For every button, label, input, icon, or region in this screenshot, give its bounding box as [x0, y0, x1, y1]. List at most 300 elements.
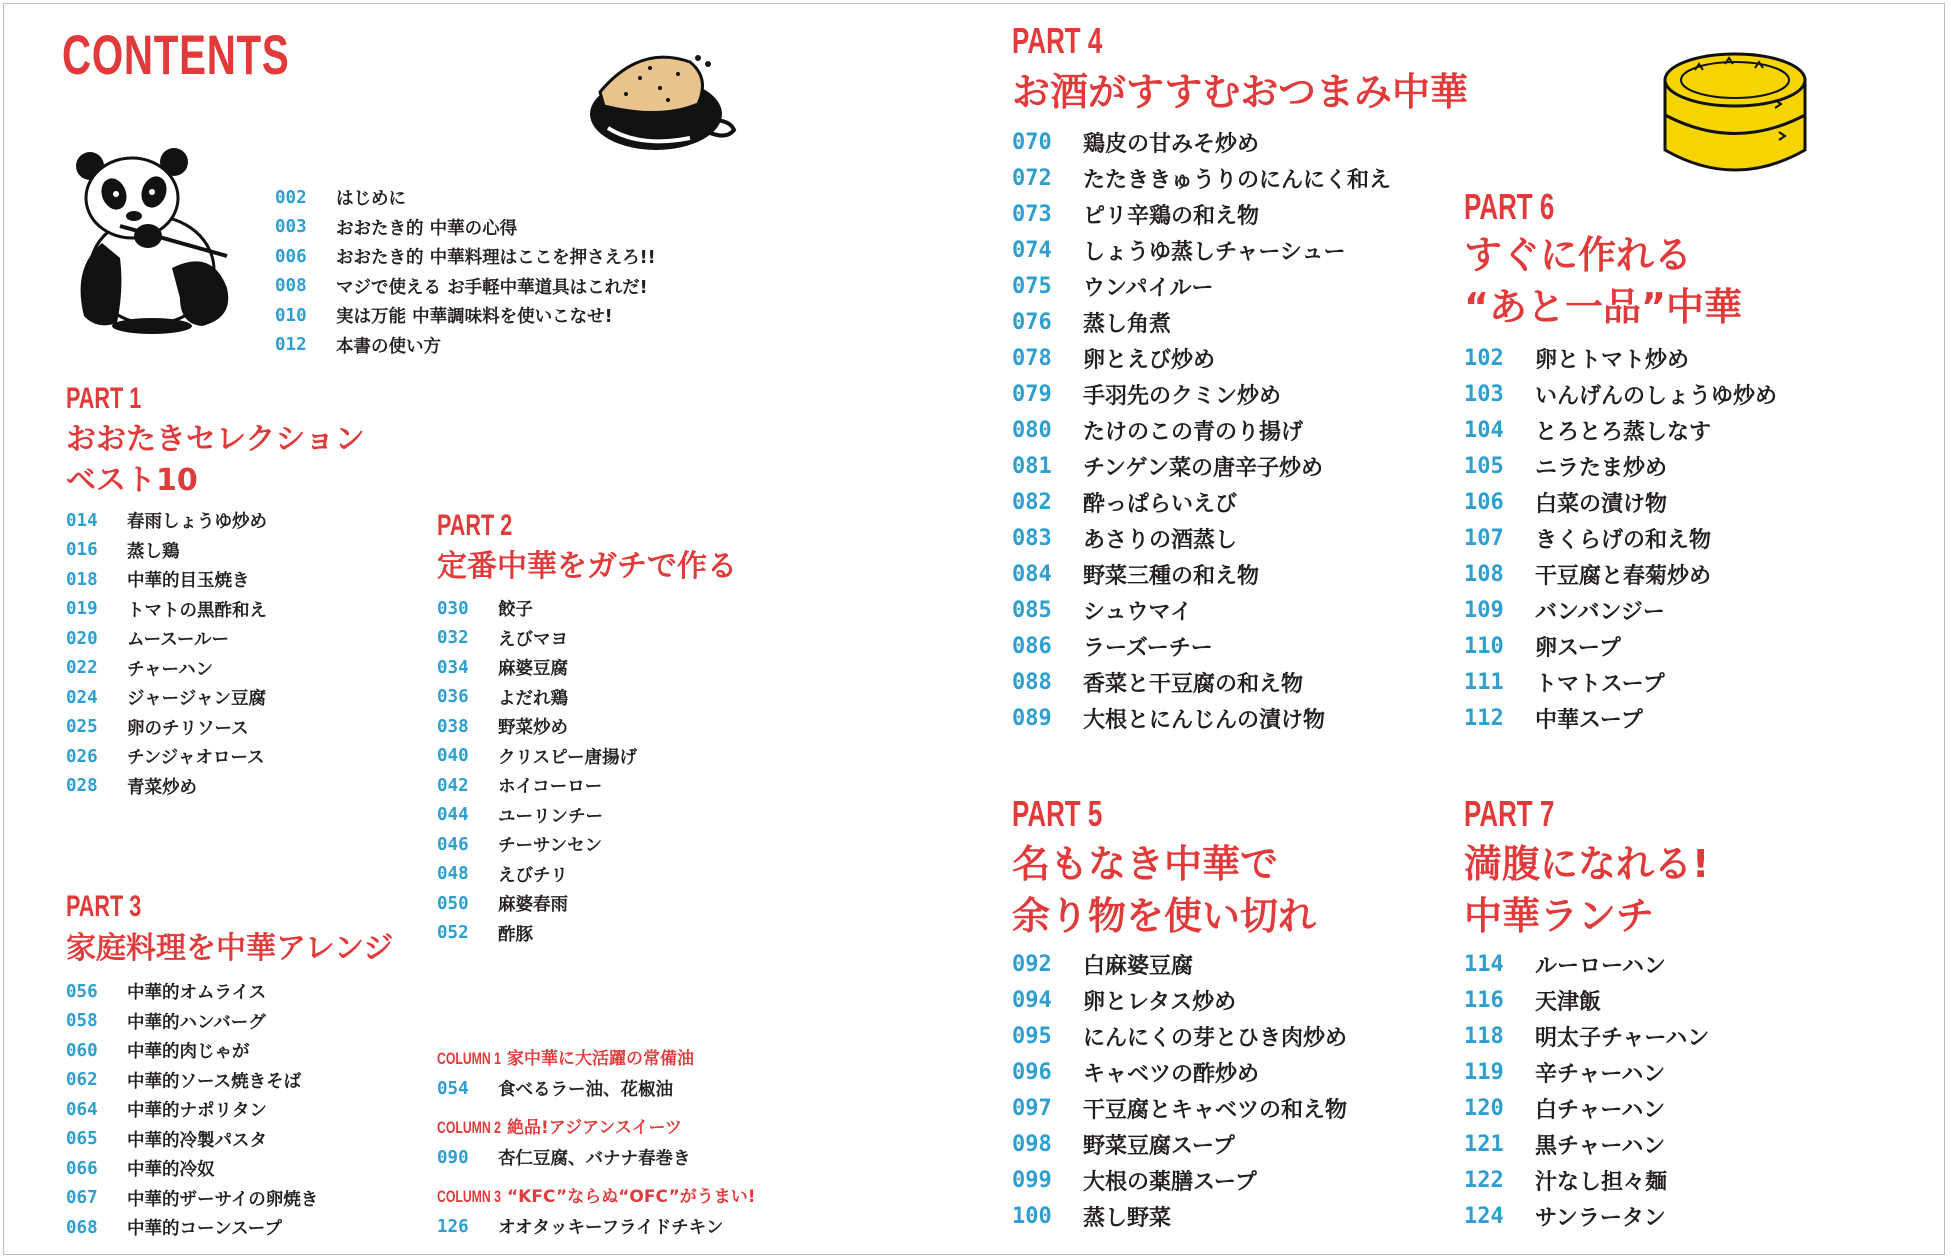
entry-title: おおたき的 中華の心得 [336, 218, 518, 239]
heading-line: 余り物を使い切れ [1012, 894, 1317, 938]
entry-title: 鶏皮の甘みそ炒め [1083, 131, 1260, 157]
list-item[interactable] [1464, 412, 1777, 448]
part7-label: PART 7 [1464, 793, 1555, 834]
page-number: 083 [1012, 525, 1052, 551]
page-number: 106 [1464, 489, 1504, 515]
list-item[interactable] [66, 595, 267, 625]
list-item[interactable] [1464, 484, 1777, 520]
page-number: 065 [66, 1129, 98, 1150]
page-number: 003 [275, 217, 307, 238]
column-2 [437, 1113, 691, 1173]
list-item[interactable] [1012, 628, 1391, 664]
list-item[interactable] [1012, 1198, 1347, 1234]
page-number: 014 [66, 510, 98, 531]
page-number: 022 [66, 658, 98, 679]
part4-list [1012, 124, 1391, 736]
entry-title: 中華的冷奴 [127, 1160, 215, 1181]
entry-title: 中華的ナポリタン [127, 1101, 267, 1122]
page-number: 086 [1012, 633, 1052, 659]
entry-title: たたききゅうりのにんにく和え [1083, 167, 1392, 193]
steamer-illustration [1655, 40, 1815, 180]
entry-title: 麻婆豆腐 [498, 659, 568, 680]
page-title: CONTENTS [62, 23, 290, 86]
entry-title: 餃子 [498, 600, 533, 621]
page-number: 008 [275, 276, 307, 297]
list-item[interactable] [1464, 1090, 1709, 1126]
list-item[interactable] [437, 624, 637, 654]
part2-heading [437, 546, 737, 587]
entry-title: トマトの黒酢和え [127, 600, 267, 621]
entry-title: 卵とレタス炒め [1083, 989, 1237, 1015]
page-number: 090 [437, 1147, 469, 1168]
entry-title: チンジャオロース [127, 748, 265, 769]
column-title: 家中華に大活躍の常備油 [507, 1049, 694, 1069]
page-number: 114 [1464, 951, 1504, 977]
entry-title: 汁なし担々麺 [1535, 1169, 1668, 1195]
column-heading [437, 1044, 694, 1074]
page-number: 052 [437, 923, 469, 944]
entry-title: よだれ鶏 [498, 688, 568, 709]
heading-line: 家庭料理を中華アレンジ [66, 931, 394, 966]
page-number: 126 [437, 1216, 469, 1237]
page-number: 064 [66, 1099, 98, 1120]
page-number: 025 [66, 717, 98, 738]
entry-title: 中華的オムライス [127, 983, 267, 1004]
entry-title: 干豆腐と春菊炒め [1535, 563, 1712, 589]
page-number: 098 [1012, 1131, 1052, 1157]
entry-title: たけのこの青のり揚げ [1083, 419, 1304, 445]
page-number: 002 [275, 187, 307, 208]
page-number: 111 [1464, 669, 1504, 695]
page-number: 060 [66, 1040, 98, 1061]
page-number: 104 [1464, 417, 1504, 443]
entry-title: 中華スープ [1535, 707, 1643, 733]
page-number: 103 [1464, 381, 1504, 407]
page-number: 124 [1464, 1203, 1504, 1229]
list-item[interactable] [1464, 340, 1777, 376]
list-item[interactable] [1012, 1018, 1347, 1054]
entry-title: 蒸し野菜 [1083, 1205, 1172, 1231]
entry-title: クリスピー唐揚げ [498, 747, 637, 768]
intro-list [275, 183, 656, 360]
entry-title: 中華的目玉焼き [127, 571, 250, 592]
part5-label: PART 5 [1012, 793, 1103, 834]
entry-title: 辛チャーハン [1535, 1061, 1666, 1087]
entry-title: チンゲン菜の唐辛子炒め [1083, 455, 1324, 481]
list-item[interactable] [66, 1154, 318, 1184]
list-item[interactable] [1464, 1018, 1709, 1054]
page-number: 109 [1464, 597, 1504, 623]
entry-title: 黒チャーハン [1535, 1133, 1666, 1159]
column-title: 絶品!アジアンスイーツ [507, 1118, 682, 1138]
entry-title: 手羽先のクミン炒め [1083, 383, 1282, 409]
page-number: 110 [1464, 633, 1504, 659]
page-number: 044 [437, 805, 469, 826]
entry-title: ニラたま炒め [1535, 455, 1668, 481]
page-number: 105 [1464, 453, 1504, 479]
part7-list [1464, 946, 1709, 1234]
list-item[interactable] [1012, 592, 1391, 628]
heading-line: ベスト10 [66, 463, 198, 498]
wok-illustration [580, 48, 740, 164]
entry-title: 卵のチリソース [127, 718, 249, 739]
part1-label: PART 1 [66, 382, 142, 415]
list-item[interactable] [1012, 124, 1391, 160]
list-item[interactable] [437, 742, 637, 772]
list-item[interactable] [275, 331, 656, 361]
column-label: COLUMN 1 [437, 1049, 501, 1068]
list-item[interactable] [1464, 448, 1777, 484]
column-label: COLUMN 2 [437, 1118, 501, 1137]
entry-title: 野菜豆腐スープ [1083, 1133, 1235, 1159]
column-title: “KFC”ならぬ“OFC”がうまい! [507, 1187, 756, 1207]
entry-title: 中華的肉じゃが [127, 1042, 250, 1063]
list-item[interactable] [437, 830, 637, 860]
entry-title: 春雨しょうゆ炒め [127, 512, 267, 533]
page-number: 046 [437, 834, 469, 855]
page-number: 058 [66, 1011, 98, 1032]
entry-title: サンラータン [1535, 1205, 1666, 1231]
page-number: 094 [1012, 987, 1052, 1013]
entry-title: チーサンセン [498, 836, 603, 857]
list-item[interactable] [1012, 664, 1391, 700]
entry-title: ジャージャン豆腐 [127, 689, 266, 710]
entry-title: 中華的ハンバーグ [127, 1012, 266, 1033]
entry-title: 白菜の漬け物 [1535, 491, 1668, 517]
entry-title: 中華的コーンスープ [127, 1219, 282, 1240]
list-item[interactable] [66, 1066, 318, 1096]
list-item[interactable] [1464, 628, 1777, 664]
entry-title: きくらげの和え物 [1535, 527, 1712, 553]
list-item[interactable] [437, 919, 637, 949]
entry-title: キャベツの酢炒め [1083, 1061, 1260, 1087]
list-item[interactable] [437, 594, 637, 624]
entry-title: 野菜炒め [498, 718, 568, 739]
page-number: 042 [437, 775, 469, 796]
list-item[interactable] [1012, 700, 1391, 736]
list-item[interactable] [1464, 520, 1777, 556]
list-item[interactable] [1464, 982, 1709, 1018]
list-item[interactable] [1012, 160, 1391, 196]
column-heading [437, 1182, 756, 1212]
list-item[interactable] [437, 801, 637, 831]
page-number: 079 [1012, 381, 1052, 407]
page-number: 012 [275, 335, 307, 356]
heading-line: お酒がすすむおつまみ中華 [1012, 70, 1469, 114]
page-number: 018 [66, 569, 98, 590]
part3-label: PART 3 [66, 890, 142, 923]
entry-title: 野菜三種の和え物 [1083, 563, 1260, 589]
page-number: 092 [1012, 951, 1052, 977]
list-item[interactable] [1464, 664, 1777, 700]
list-item[interactable] [1012, 376, 1391, 412]
list-item[interactable] [66, 654, 267, 684]
page-number: 112 [1464, 705, 1504, 731]
entry-title: 実は万能 中華調味料を使いこなせ! [336, 307, 613, 328]
list-item[interactable] [1012, 556, 1391, 592]
page-number: 073 [1012, 201, 1052, 227]
entry-title: 卵とトマト炒め [1535, 347, 1690, 373]
list-item[interactable] [437, 889, 637, 919]
page-number: 074 [1012, 237, 1052, 263]
page-number: 070 [1012, 129, 1052, 155]
part2-list [437, 594, 637, 948]
page-number: 088 [1012, 669, 1052, 695]
page-number: 084 [1012, 561, 1052, 587]
part6-heading [1464, 229, 1742, 333]
list-item[interactable] [1464, 556, 1777, 592]
page-number: 020 [66, 628, 98, 649]
entry-title: えびチリ [498, 865, 568, 886]
part6-label: PART 6 [1464, 186, 1555, 227]
list-item[interactable] [66, 1213, 318, 1243]
entry-title: 明太子チャーハン [1535, 1025, 1710, 1051]
part2-label: PART 2 [437, 509, 513, 542]
entry-title: おおたき的 中華料理はここを押さえろ!! [336, 248, 656, 269]
list-item[interactable] [275, 183, 656, 213]
list-item[interactable] [66, 536, 267, 566]
page-number: 066 [66, 1158, 98, 1179]
page-number: 120 [1464, 1095, 1504, 1121]
list-item[interactable] [275, 272, 656, 302]
page-number: 026 [66, 746, 98, 767]
entry-title: ラーズーチー [1083, 635, 1213, 661]
page-number: 067 [66, 1188, 98, 1209]
page-number: 006 [275, 246, 307, 267]
entry-title: 杏仁豆腐、バナナ春巻き [498, 1149, 691, 1170]
list-item[interactable] [1012, 340, 1391, 376]
entry-title: トマトスープ [1535, 671, 1665, 697]
heading-line: すぐに作れる [1464, 233, 1693, 277]
list-item[interactable] [275, 242, 656, 272]
page-number: 100 [1012, 1203, 1052, 1229]
list-item[interactable] [437, 860, 637, 890]
list-item[interactable] [66, 1184, 318, 1214]
part1-heading [66, 419, 365, 501]
column-1 [437, 1044, 694, 1104]
entry-title: 卵スープ [1535, 635, 1621, 661]
entry-title: 酔っぱらいえび [1083, 491, 1238, 517]
list-item[interactable] [1012, 196, 1391, 232]
list-item[interactable] [437, 1212, 756, 1242]
entry-title: はじめに [336, 189, 406, 210]
part5-heading [1012, 838, 1316, 942]
list-item[interactable] [66, 713, 267, 743]
entry-title: 青菜炒め [127, 777, 197, 798]
list-item[interactable] [66, 977, 318, 1007]
entry-title: 大根の薬膳スープ [1083, 1169, 1257, 1195]
entry-title: ウンパイルー [1083, 275, 1214, 301]
list-item[interactable] [1012, 484, 1391, 520]
column-label: COLUMN 3 [437, 1187, 501, 1206]
list-item[interactable] [66, 1007, 318, 1037]
list-item[interactable] [437, 653, 637, 683]
list-item[interactable] [66, 1125, 318, 1155]
list-item[interactable] [1012, 448, 1391, 484]
page-number: 030 [437, 598, 469, 619]
list-item[interactable] [1012, 1126, 1347, 1162]
page-number: 038 [437, 716, 469, 737]
entry-title: いんげんのしょうゆ炒め [1535, 383, 1778, 409]
list-item[interactable] [437, 1074, 694, 1104]
heading-line: 定番中華をガチで作る [437, 549, 737, 584]
list-item[interactable] [66, 1036, 318, 1066]
page-number: 054 [437, 1078, 469, 1099]
list-item[interactable] [1012, 268, 1391, 304]
page-number: 028 [66, 776, 98, 797]
list-item[interactable] [66, 565, 267, 595]
entry-title: 白麻婆豆腐 [1083, 953, 1194, 979]
page-number: 034 [437, 657, 469, 678]
entry-title: ムースールー [127, 630, 230, 651]
entry-title: にんにくの芽とひき肉炒め [1083, 1025, 1348, 1051]
entry-title: 蒸し鶏 [127, 541, 180, 562]
entry-title: ホイコーロー [498, 777, 603, 798]
entry-title: 卵とえび炒め [1083, 347, 1216, 373]
list-item[interactable] [1464, 1162, 1709, 1198]
page-number: 036 [437, 687, 469, 708]
part5-list [1012, 946, 1347, 1234]
page-number: 119 [1464, 1059, 1504, 1085]
page-number: 107 [1464, 525, 1504, 551]
part3-heading [66, 928, 393, 969]
page-number: 062 [66, 1070, 98, 1091]
page-number: 068 [66, 1217, 98, 1238]
entry-title: 干豆腐とキャベツの和え物 [1083, 1097, 1348, 1123]
list-item[interactable] [66, 1095, 318, 1125]
entry-title: 中華的ザーサイの卵焼き [127, 1189, 319, 1210]
list-item[interactable] [1464, 946, 1709, 982]
list-item[interactable] [1464, 376, 1777, 412]
page-number: 082 [1012, 489, 1052, 515]
heading-line: “あと一品”中華 [1464, 285, 1742, 329]
page-number: 024 [66, 687, 98, 708]
part4-label: PART 4 [1012, 20, 1103, 61]
list-item[interactable] [1012, 1054, 1347, 1090]
part3-list [66, 977, 318, 1243]
list-item[interactable] [66, 772, 267, 802]
page-number: 085 [1012, 597, 1052, 623]
page-number: 032 [437, 628, 469, 649]
part7-heading [1464, 838, 1709, 942]
entry-title: 中華的冷製パスタ [127, 1130, 267, 1151]
list-item[interactable] [275, 301, 656, 331]
page-number: 040 [437, 746, 469, 767]
list-item[interactable] [1012, 946, 1347, 982]
entry-title: 大根とにんじんの漬け物 [1083, 707, 1326, 733]
page-number: 056 [66, 981, 98, 1002]
page-number: 075 [1012, 273, 1052, 299]
page-number: 048 [437, 864, 469, 885]
list-item[interactable] [1012, 1162, 1347, 1198]
entry-title: チャーハン [127, 659, 214, 680]
page-number: 050 [437, 893, 469, 914]
column-heading [437, 1113, 691, 1143]
part6-list [1464, 340, 1777, 736]
entry-title: オオタッキーフライドチキン [498, 1218, 724, 1239]
list-item[interactable] [437, 1143, 691, 1173]
list-item[interactable] [437, 712, 637, 742]
entry-title: 白チャーハン [1535, 1097, 1666, 1123]
entry-title: 中華的ソース焼きそば [127, 1071, 302, 1092]
list-item[interactable] [275, 213, 656, 243]
entry-title: マジで使える お手軽中華道具はこれだ! [336, 277, 648, 298]
page-number: 118 [1464, 1023, 1504, 1049]
page-number: 096 [1012, 1059, 1052, 1085]
part4-heading [1012, 66, 1468, 118]
page-number: 089 [1012, 705, 1052, 731]
entry-title: ピリ辛鶏の和え物 [1083, 203, 1260, 229]
column-3 [437, 1182, 756, 1242]
entry-title: 食べるラー油、花椒油 [498, 1080, 673, 1101]
page-number: 078 [1012, 345, 1052, 371]
list-item[interactable] [1012, 412, 1391, 448]
heading-line: おおたきセレクション [66, 422, 365, 457]
page-number: 122 [1464, 1167, 1504, 1193]
entry-title: シュウマイ [1083, 599, 1193, 625]
list-item[interactable] [1464, 700, 1777, 736]
entry-title: 本書の使い方 [336, 336, 441, 357]
heading-line: 満腹になれる! [1464, 842, 1710, 886]
page-number: 080 [1012, 417, 1052, 443]
list-item[interactable] [1012, 520, 1391, 556]
list-item[interactable] [1464, 592, 1777, 628]
list-item[interactable] [437, 683, 637, 713]
list-item[interactable] [1464, 1054, 1709, 1090]
page-number: 121 [1464, 1131, 1504, 1157]
page-number: 102 [1464, 345, 1504, 371]
list-item[interactable] [1012, 1090, 1347, 1126]
page-number: 076 [1012, 309, 1052, 335]
entry-title: えびマヨ [498, 629, 568, 650]
entry-title: 香菜と干豆腐の和え物 [1083, 671, 1304, 697]
page-number: 081 [1012, 453, 1052, 479]
list-item[interactable] [1464, 1198, 1709, 1234]
list-item[interactable] [1464, 1126, 1709, 1162]
page-number: 016 [66, 540, 98, 561]
list-item[interactable] [66, 683, 267, 713]
entry-title: ユーリンチー [498, 806, 603, 827]
list-item[interactable] [66, 506, 267, 536]
entry-title: 麻婆春雨 [498, 895, 568, 916]
entry-title: 酢豚 [498, 924, 533, 945]
page-number: 108 [1464, 561, 1504, 587]
panda-illustration [62, 148, 242, 336]
list-item[interactable] [66, 742, 267, 772]
list-item[interactable] [66, 624, 267, 654]
page-number: 019 [66, 599, 98, 620]
page-number: 116 [1464, 987, 1504, 1013]
entry-title: ルーローハン [1535, 953, 1666, 979]
page-number: 097 [1012, 1095, 1052, 1121]
entry-title: 天津飯 [1535, 989, 1602, 1015]
entry-title: あさりの酒蒸し [1083, 527, 1238, 553]
entry-title: バンバンジー [1535, 599, 1665, 625]
page-number: 010 [275, 305, 307, 326]
part1-list [66, 506, 267, 801]
page-number: 095 [1012, 1023, 1052, 1049]
list-item[interactable] [1012, 232, 1391, 268]
entry-title: しょうゆ蒸しチャーシュー [1083, 239, 1346, 265]
entry-title: 蒸し角煮 [1083, 311, 1172, 337]
heading-line: 名もなき中華で [1012, 842, 1279, 886]
list-item[interactable] [1012, 982, 1347, 1018]
page-number: 072 [1012, 165, 1052, 191]
list-item[interactable] [1012, 304, 1391, 340]
page-number: 099 [1012, 1167, 1052, 1193]
list-item[interactable] [437, 771, 637, 801]
heading-line: 中華ランチ [1464, 894, 1655, 938]
